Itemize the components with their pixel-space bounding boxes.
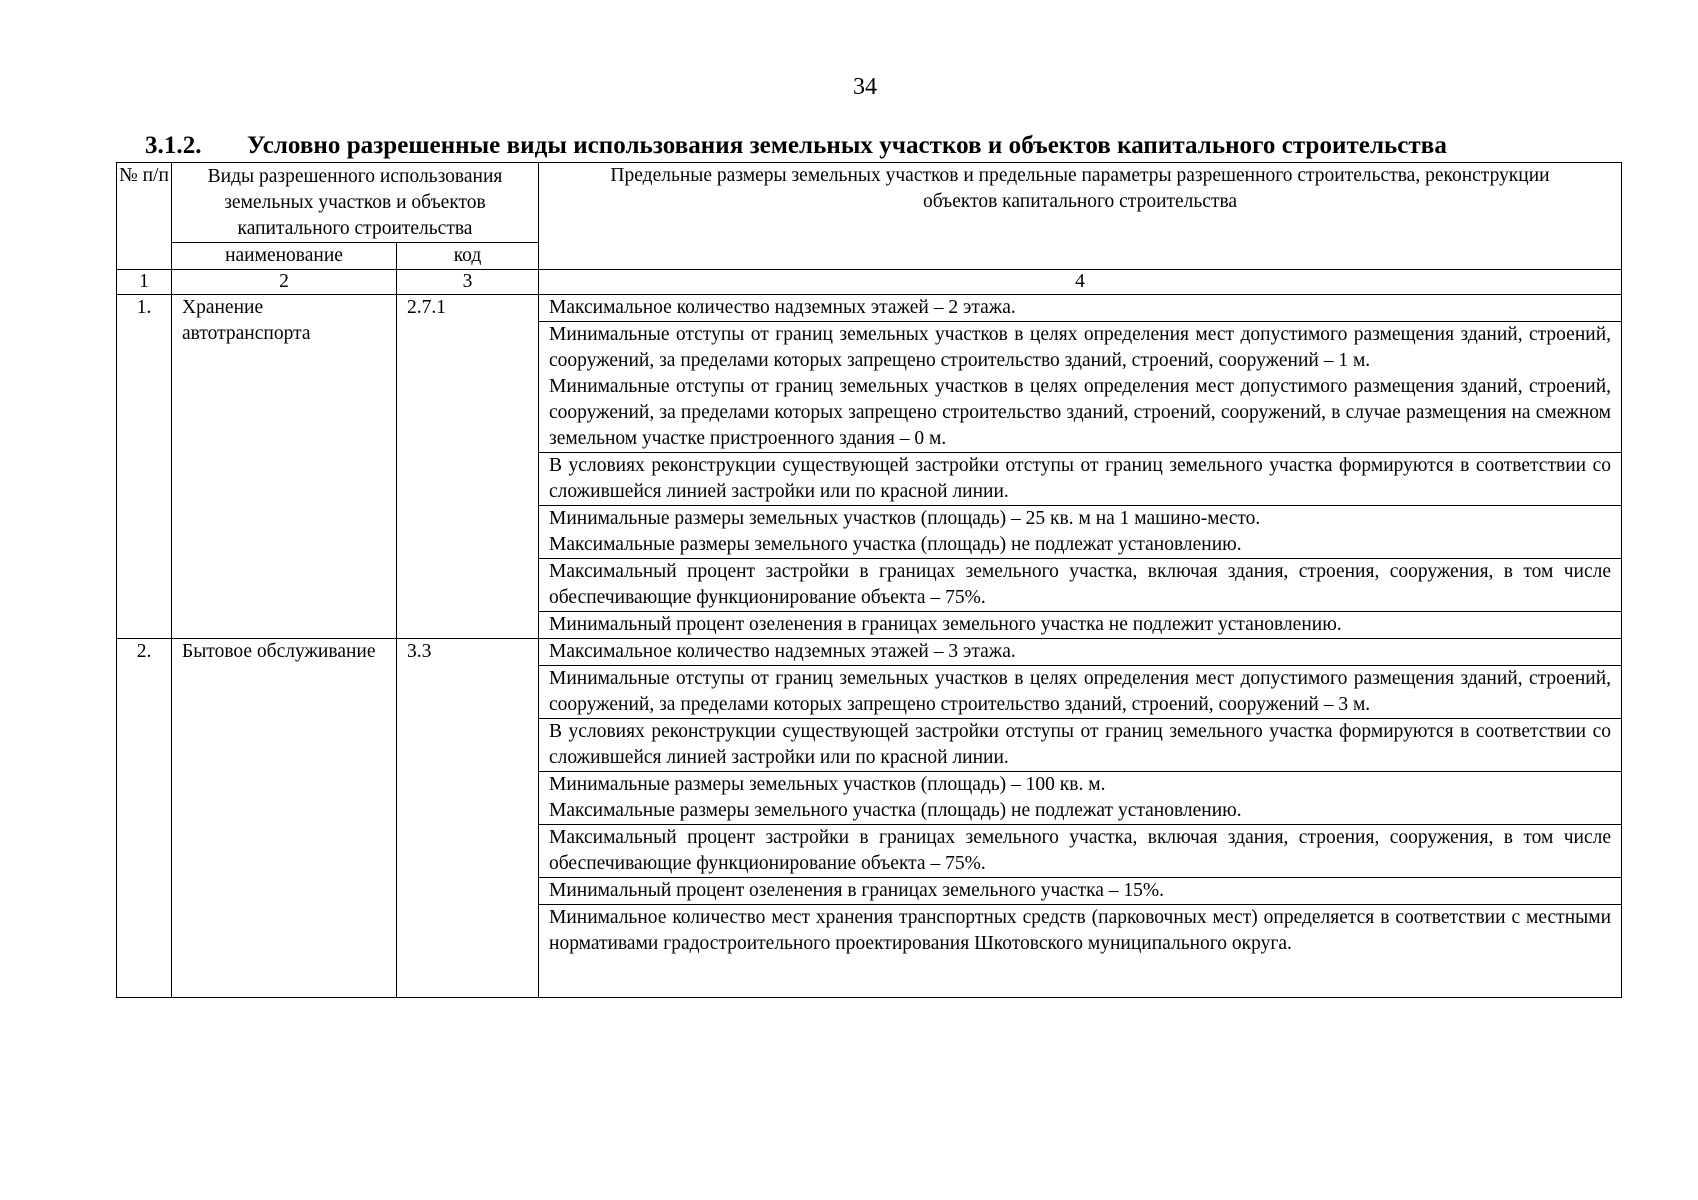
- header-code: код: [397, 243, 539, 270]
- table-row: [117, 639, 1622, 666]
- parameter-cell: Минимальное количество мест хранения транспортных средств (парковочных мест) определяется в соответствии с местными нормативами градостроительного проектирования Шкотовского муниципального округа.: [539, 905, 1622, 998]
- header-types-group: Виды разрешенного использования земельных участков и объектов капитального строительства: [172, 163, 539, 243]
- use-name: Бытовое обслуживание: [172, 639, 397, 998]
- use-code: 2.7.1: [397, 295, 539, 639]
- use-name: Хранение автотранспорта: [172, 295, 397, 639]
- parameter-cell: Минимальные отступы от границ земельных участков в целях определения мест допустимого размещения зданий, строений, сооружений, за пределами которых запрещено строительство зданий, строений, сооружений – 3 м.: [539, 666, 1622, 719]
- parameter-cell: Минимальные отступы от границ земельных участков в целях определения мест допустимого размещения зданий, строений, сооружений, за пределами которых запрещено строительство зданий, строений, сооружений – 1 м. Минимальные отступы от границ земельных участков в целях определения мест допустимого размещения зданий, строений, сооружений, за пределами которых запрещено строительство зданий, строений, сооружений, в случае размещения на смежном земельном участке пристроенного здания – 0 м.: [539, 322, 1622, 453]
- column-number: 2: [172, 270, 397, 295]
- parameter-cell: Минимальный процент озеленения в границах земельного участка – 15%.: [539, 878, 1622, 905]
- use-code: 3.3: [397, 639, 539, 998]
- parameter-cell: В условиях реконструкции существующей застройки отступы от границ земельного участка формируются в соответствии со сложившейся линией застройки или по красной линии.: [539, 453, 1622, 506]
- parameter-cell: Минимальный процент озеленения в границах земельного участка не подлежит установлению.: [539, 612, 1622, 639]
- section-title: [145, 132, 1447, 160]
- row-number: 1.: [117, 295, 172, 639]
- parameter-cell: Максимальный процент застройки в границах земельного участка, включая здания, строения, сооружения, в том числе обеспечивающие функционирование объекта – 75%.: [539, 825, 1622, 878]
- column-number: 4: [539, 270, 1622, 295]
- land-use-table: [116, 162, 1622, 998]
- column-number: 3: [397, 270, 539, 295]
- section-number: 3.1.2.: [145, 132, 202, 159]
- row-number: 2.: [117, 639, 172, 998]
- parameter-cell: Максимальное количество надземных этажей – 2 этажа.: [539, 295, 1622, 322]
- parameter-cell: Максимальный процент застройки в границах земельного участка, включая здания, строения, сооружения, в том числе обеспечивающие функционирование объекта – 75%.: [539, 559, 1622, 612]
- parameter-cell: В условиях реконструкции существующей застройки отступы от границ земельного участка формируются в соответствии со сложившейся линией застройки или по красной линии.: [539, 719, 1622, 772]
- parameter-cell: Минимальные размеры земельных участков (площадь) – 25 кв. м на 1 машино-место. Максимальные размеры земельного участка (площадь) не подлежат установлению.: [539, 506, 1622, 559]
- column-number: 1: [117, 270, 172, 295]
- section-title-text: Условно разрешенные виды использования земельных участков и объектов капитального строительства: [247, 132, 1447, 159]
- header-name: наименование: [172, 243, 397, 270]
- parameter-cell: Максимальное количество надземных этажей – 3 этажа.: [539, 639, 1622, 666]
- parameter-cell: Минимальные размеры земельных участков (площадь) – 100 кв. м. Максимальные размеры земельного участка (площадь) не подлежат установлению.: [539, 772, 1622, 825]
- header-num: № п/п: [117, 163, 172, 270]
- page-number: 34: [853, 74, 877, 100]
- table-row: [117, 295, 1622, 322]
- header-limits: Предельные размеры земельных участков и предельные параметры разрешенного строительства, реконструкции объектов капитального строительства: [539, 163, 1622, 270]
